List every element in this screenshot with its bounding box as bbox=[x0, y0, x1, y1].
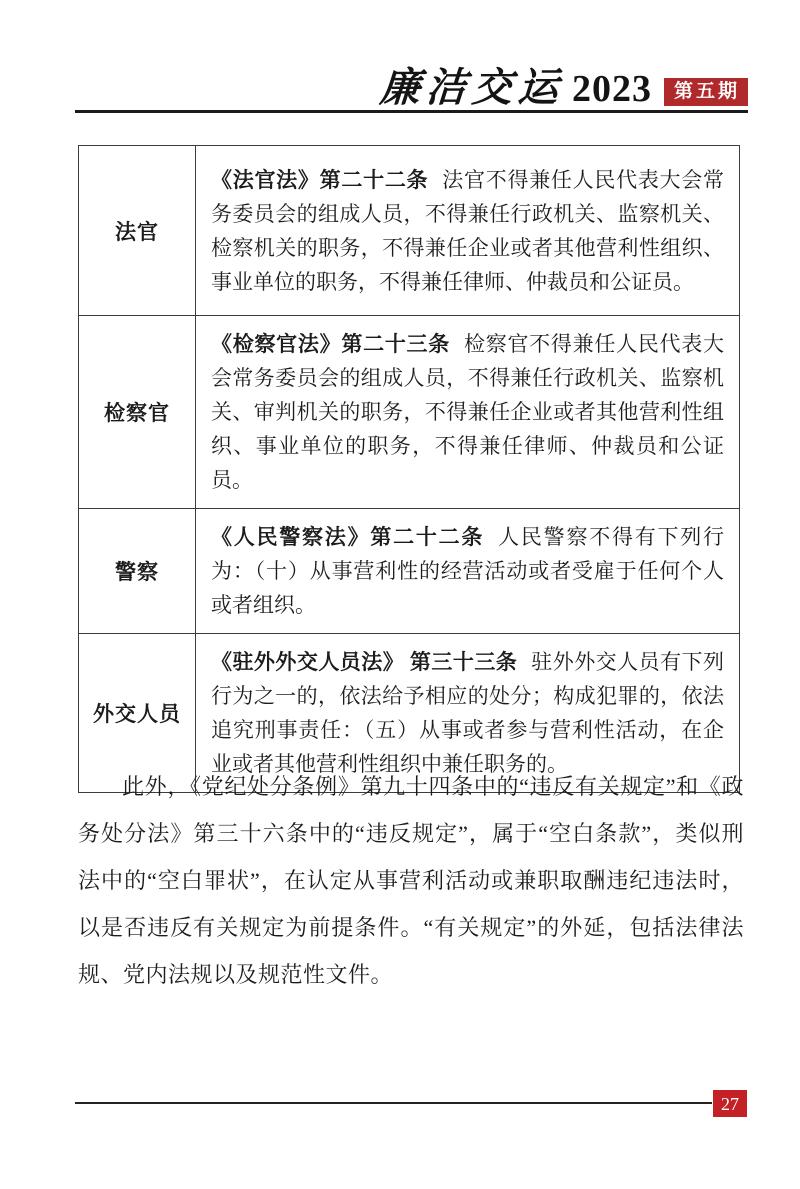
role-label: 外交人员 bbox=[79, 634, 196, 793]
role-label: 警察 bbox=[79, 509, 196, 634]
table-row bbox=[79, 509, 740, 634]
law-title: 《人民警察法》第二十二条 bbox=[211, 525, 485, 549]
masthead bbox=[378, 65, 652, 110]
table-row bbox=[79, 146, 740, 316]
header-divider bbox=[75, 110, 748, 113]
provision-cell bbox=[196, 509, 740, 634]
law-title: 《驻外外交人员法》 第三十三条 bbox=[211, 650, 518, 674]
body-paragraph: 此外，《党纪处分条例》第九十四条中的“违反有关规定”和《政务处分法》第三十六条中的“违反规定”，属于“空白条款”，类似刑法中的“空白罪状”，在认定从事营利活动或兼职取酬违纪违法时，以是否违反有关规定为前提条件。“有关规定”的外延，包括法律法规、党内法规以及规范性文件。 bbox=[78, 774, 744, 987]
provision-text: 驻外外交人员有下列行为之一的，依法给予相应的处分；构成犯罪的，依法追究刑事责任：（五）从事或者参与营利性活动，在企业或者其他营利性组织中兼任职务的。 bbox=[211, 650, 725, 776]
table-row bbox=[79, 316, 740, 509]
law-title: 《检察官法》第二十三条 bbox=[211, 332, 450, 356]
issue-badge: 第五期 bbox=[664, 78, 748, 106]
footer-divider bbox=[75, 1102, 712, 1104]
law-title: 《法官法》第二十二条 bbox=[211, 167, 429, 192]
masthead-year: 2023 bbox=[571, 68, 652, 110]
masthead-title: 廉洁交运 bbox=[378, 65, 566, 110]
role-label: 法官 bbox=[79, 146, 196, 316]
law-provisions-table bbox=[78, 145, 740, 793]
provision-text: 法官不得兼任人民代表大会常务委员会的组成人员，不得兼任行政机关、监察机关、检察机关的职务，不得兼任企业或者其他营利性组织、事业单位的职务，不得兼任律师、仲裁员和公证员。 bbox=[211, 167, 725, 294]
page-header bbox=[75, 58, 748, 108]
provision-cell bbox=[196, 146, 740, 316]
provision-text: 检察官不得兼任人民代表大会常务委员会的组成人员，不得兼任行政机关、监察机关、审判机关的职务，不得兼任企业或者其他营利性组织、事业单位的职务，不得兼任律师、仲裁员和公证员。 bbox=[211, 332, 724, 492]
page-number-badge: 27 bbox=[713, 1090, 747, 1117]
provision-cell bbox=[196, 316, 740, 509]
role-label: 检察官 bbox=[79, 316, 196, 509]
provision-text: 人民警察不得有下列行为：（十）从事营利性的经营活动或者受雇于任何个人或者组织。 bbox=[211, 525, 725, 617]
